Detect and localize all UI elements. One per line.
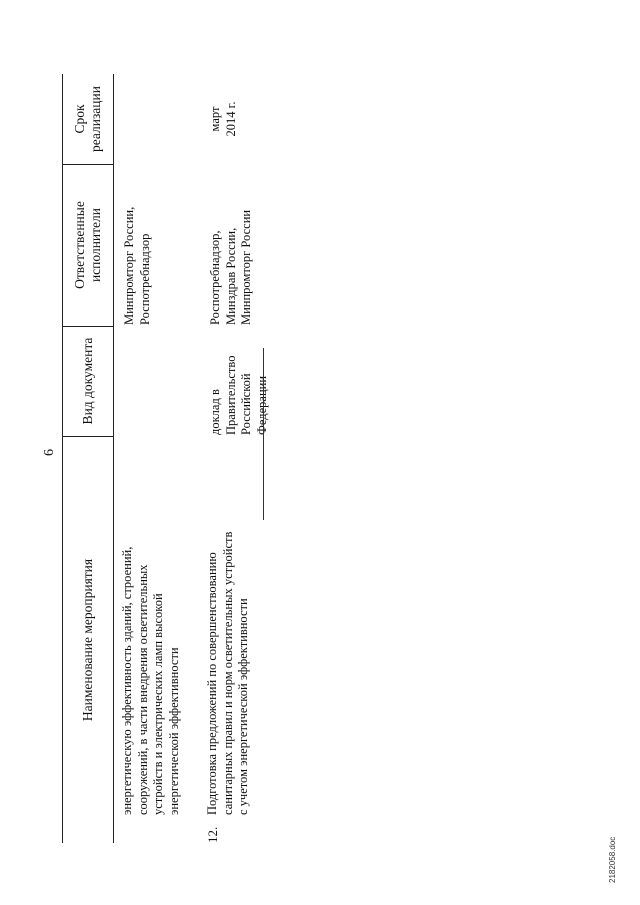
header-executors <box>62 164 114 327</box>
header-deadline <box>62 74 114 165</box>
end-separator-line <box>263 348 264 520</box>
row1-name: энергетическую эффективность зданий, строений, сооружений, в части внедрения осветительных устройств и электрических ламп высокой энергетической эффективности <box>120 546 181 815</box>
row2-doc-type: доклад в Правительство Российской Федерации <box>208 355 269 435</box>
header-doc-type <box>62 326 114 437</box>
page-number: 6 <box>42 449 57 456</box>
header-executors-label: Ответственные исполнители <box>72 201 103 289</box>
header-deadline-label: Срок реализации <box>72 86 103 152</box>
header-doc-type-label: Вид документа <box>80 337 95 425</box>
header-name <box>62 437 114 843</box>
row2-executors: Роспотребнадзор, Минздрав России, Минпромторг России <box>208 209 253 325</box>
row1-executors: Минпромторг России, Роспотребнадзор <box>122 206 152 325</box>
row2-number: 12. <box>205 826 220 843</box>
header-name-label: Наименование мероприятия <box>80 558 95 722</box>
row2-name: Подготовка предложений по совершенствованию санитарных правил и норм осветительных устройств с учетом энергетической эффективности <box>205 531 250 815</box>
row2-deadline: март 2014 г. <box>208 101 238 137</box>
file-stamp: 2182058.doc <box>608 836 617 883</box>
